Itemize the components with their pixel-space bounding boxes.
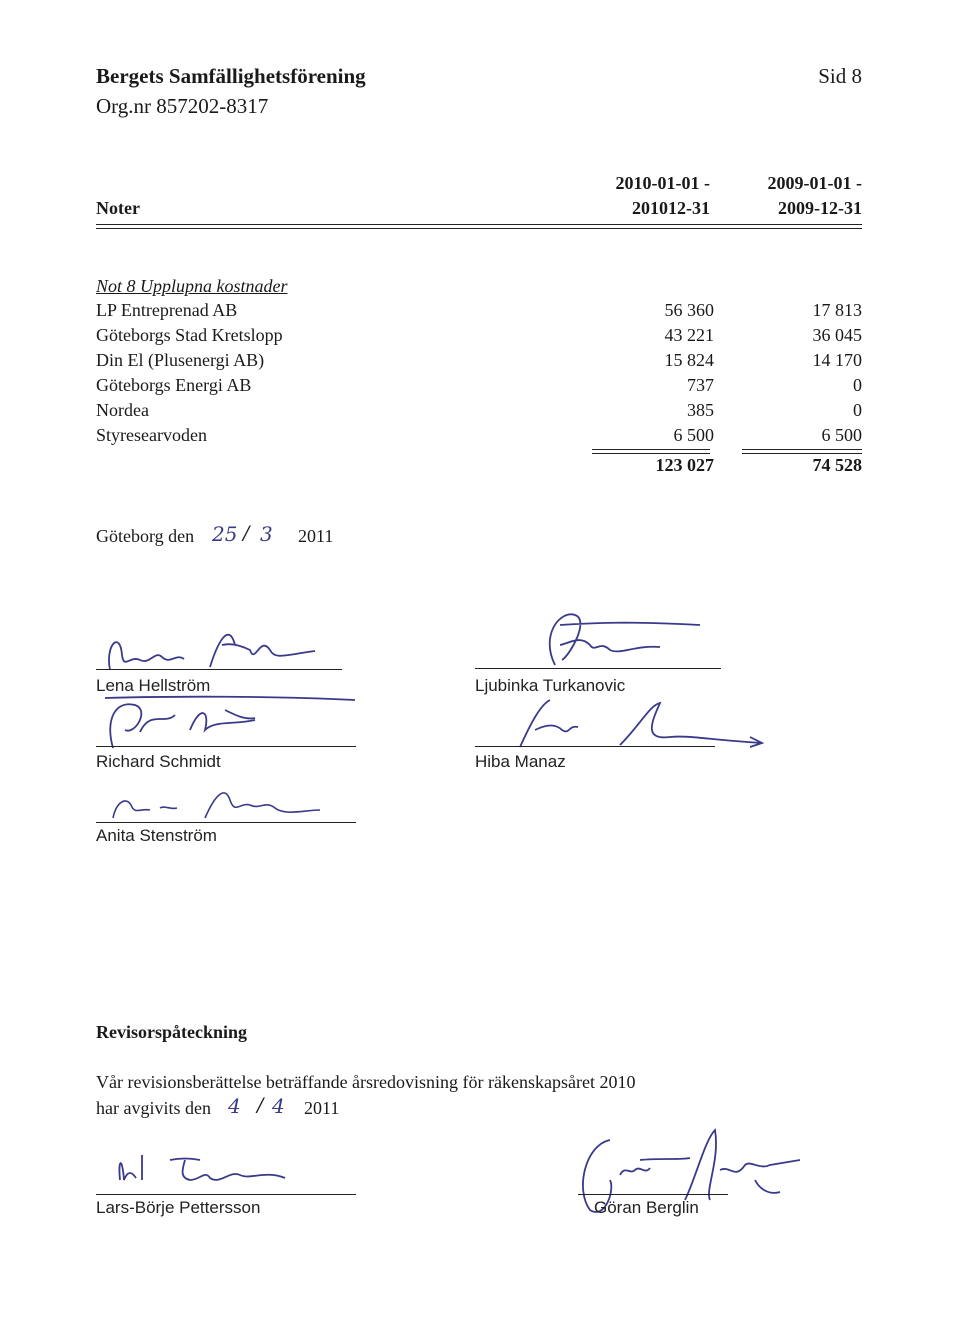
audit-date-separator: / xyxy=(257,1094,264,1116)
total-2009: 74 528 xyxy=(812,455,862,475)
row-value-2009: 36 045 xyxy=(812,325,862,345)
table-row xyxy=(96,325,862,350)
organization-name: Bergets Samfällighetsförening xyxy=(96,64,366,88)
audit-statement: Vår revisionsberättelse beträffande årsredovisning för räkenskapsåret 2010 xyxy=(96,1072,636,1092)
header-rule xyxy=(96,224,862,225)
table-row xyxy=(96,425,862,450)
section-label: Noter xyxy=(96,198,140,218)
signatory-name: Ljubinka Turkanovic xyxy=(475,676,626,695)
row-label: Styresearvoden xyxy=(96,425,207,445)
table-total-row xyxy=(96,455,862,480)
signature-lars-borje-pettersson xyxy=(110,1140,350,1190)
period1-end: 201012-31 xyxy=(632,198,710,218)
signing-separator: / xyxy=(243,522,250,544)
audit-date-prefix: har avgivits den xyxy=(96,1098,211,1118)
row-value-2010: 737 xyxy=(687,375,714,395)
period2-end: 2009-12-31 xyxy=(778,198,862,218)
period1-start: 2010-01-01 - xyxy=(615,173,710,193)
audit-title: Revisorspåteckning xyxy=(96,1022,248,1042)
row-label: Din El (Plusenergi AB) xyxy=(96,350,265,370)
row-label: Göteborgs Stad Kretslopp xyxy=(96,325,283,345)
sum-double-rule xyxy=(742,449,862,454)
auditor-name: Göran Berglin xyxy=(594,1198,699,1217)
row-value-2009: 17 813 xyxy=(812,300,862,320)
auditor-name: Lars-Börje Pettersson xyxy=(96,1198,261,1217)
signatory-name: Anita Stenström xyxy=(96,826,217,845)
row-value-2009: 6 500 xyxy=(821,425,862,445)
row-value-2009: 14 170 xyxy=(812,350,862,370)
signature-lena-hellstrom xyxy=(100,615,320,675)
row-value-2009: 0 xyxy=(853,400,862,420)
sum-double-rule xyxy=(592,449,710,454)
row-value-2009: 0 xyxy=(853,375,862,395)
note-title: Not 8 Upplupna kostnader xyxy=(96,276,288,296)
period2-start: 2009-01-01 - xyxy=(767,173,862,193)
page-number: Sid 8 xyxy=(818,64,862,88)
table-row xyxy=(96,350,862,375)
signature-anita-stenstrom xyxy=(105,780,335,825)
signature-line xyxy=(475,668,721,669)
signature-richard-schmidt xyxy=(95,690,365,750)
audit-day: 4 xyxy=(228,1094,241,1118)
signature-line xyxy=(96,669,342,670)
row-value-2010: 43 221 xyxy=(664,325,714,345)
row-label: Nordea xyxy=(96,400,149,420)
signature-line xyxy=(475,746,715,747)
audit-month: 4 xyxy=(272,1094,285,1118)
signatory-name: Richard Schmidt xyxy=(96,752,221,771)
signature-hiba-manaz xyxy=(500,685,770,755)
row-value-2010: 385 xyxy=(687,400,714,420)
signatory-name: Lena Hellström xyxy=(96,676,211,695)
total-2010: 123 027 xyxy=(655,455,714,475)
signature-line xyxy=(96,822,356,823)
table-row xyxy=(96,400,862,425)
signature-line xyxy=(96,1194,356,1195)
row-value-2010: 15 824 xyxy=(664,350,714,370)
row-label: Göteborgs Energi AB xyxy=(96,375,252,395)
table-row xyxy=(96,375,862,400)
header-rule-2 xyxy=(96,228,862,229)
organization-number: Org.nr 857202-8317 xyxy=(96,94,269,118)
signature-ljubinka-turkanovic xyxy=(500,605,730,675)
signatory-name: Hiba Manaz xyxy=(475,752,566,771)
signing-year: 2011 xyxy=(298,526,334,546)
signing-place: Göteborg den xyxy=(96,526,195,546)
signature-line xyxy=(96,746,356,747)
signing-month: 3 xyxy=(260,522,273,546)
table-row xyxy=(96,300,862,325)
row-label: LP Entreprenad AB xyxy=(96,300,238,320)
signing-day: 25 xyxy=(212,522,238,546)
audit-year: 2011 xyxy=(304,1098,340,1118)
row-value-2010: 56 360 xyxy=(664,300,714,320)
row-value-2010: 6 500 xyxy=(673,425,714,445)
signature-line xyxy=(578,1194,728,1195)
